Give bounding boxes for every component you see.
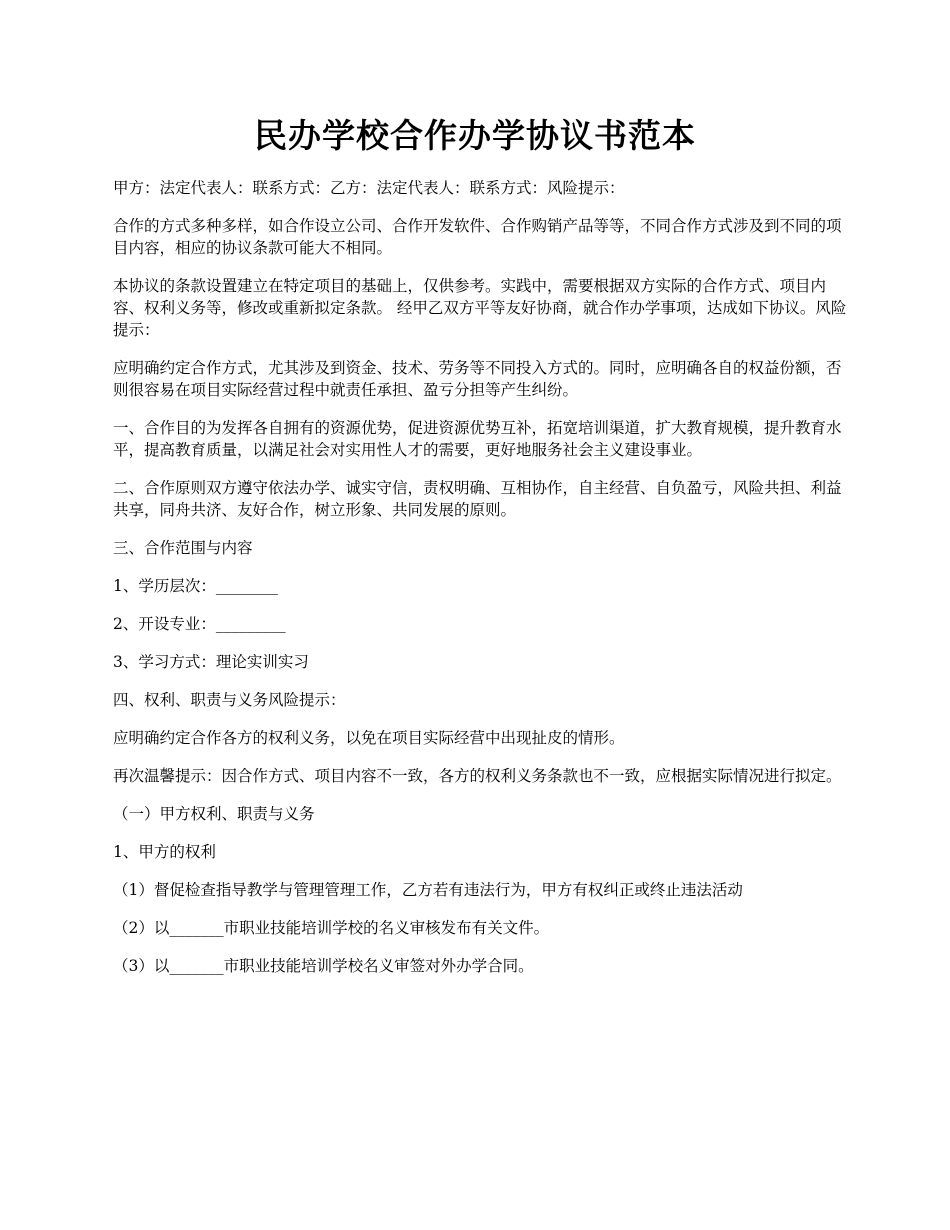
paragraph-clause-basis: 本协议的条款设置建立在特定项目的基础上，仅供参考。实践中，需要根据双方实际的合作方式、项目内容、权利义务等，修改或重新拟定条款。 经甲乙双方平等友好协商，就合作办学事项，达成如下协议。风险提示：	[113, 277, 847, 339]
party-a-right-2: （2）以_______市职业技能培训学校的名义审核发布有关文件。	[113, 919, 550, 937]
section-3-heading: 三、合作范围与内容	[113, 539, 253, 557]
item-study-method: 3、学习方式：理论实训实习	[113, 653, 309, 671]
paragraph-reminder: 再次温馨提示：因合作方式、项目内容不一致，各方的权利义务条款也不一致，应根据实际情况进行拟定。	[113, 767, 842, 785]
section-2-principles: 二、合作原则双方遵守依法办学、诚实守信，责权明确、互相协作，自主经营、自负盈亏，风险共担、利益共享，同舟共济、友好合作，树立形象、共同发展的原则。	[113, 479, 842, 519]
party-a-right-1: （1）督促检查指导教学与管理管理工作，乙方若有违法行为，甲方有权纠正或终止违法活动	[113, 881, 743, 899]
party-a-right-3: （3）以_______市职业技能培训学校名义审签对外办学合同。	[113, 957, 534, 975]
section-1-purpose: 一、合作目的为发挥各自拥有的资源优势，促进资源优势互补，拓宽培训渠道，扩大教育规模，提升教育水平，提高教育质量，以满足社会对实用性人才的需要，更好地服务社会主义建设事业。	[113, 419, 842, 459]
paragraph-cooperation-methods: 合作的方式多种多样，如合作设立公司、合作开发软件、合作购销产品等等，不同合作方式涉及到不同的项目内容，相应的协议条款可能大不相同。	[113, 217, 842, 257]
party-a-rights-heading: 1、甲方的权利	[113, 843, 216, 861]
paragraph-parties: 甲方：法定代表人：联系方式：乙方：法定代表人：联系方式：风险提示：	[113, 179, 625, 197]
section-4-heading: 四、权利、职责与义务风险提示：	[113, 691, 346, 709]
subsection-party-a-heading: （一）甲方权利、职责与义务	[113, 805, 315, 823]
paragraph-risk-cooperation: 应明确约定合作方式，尤其涉及到资金、技术、劳务等不同投入方式的。同时，应明确各自的权益份额，否则很容易在项目实际经营过程中就责任承担、盈亏分担等产生纠纷。	[113, 359, 842, 399]
paragraph-rights-risk: 应明确约定合作各方的权利义务，以免在项目实际经营中出现扯皮的情形。	[113, 729, 625, 747]
item-major: 2、开设专业：_________	[113, 615, 286, 633]
document-body	[113, 177, 853, 993]
item-education-level: 1、学历层次：________	[113, 577, 278, 595]
document-title: 民办学校合作办学协议书范本	[254, 116, 696, 155]
